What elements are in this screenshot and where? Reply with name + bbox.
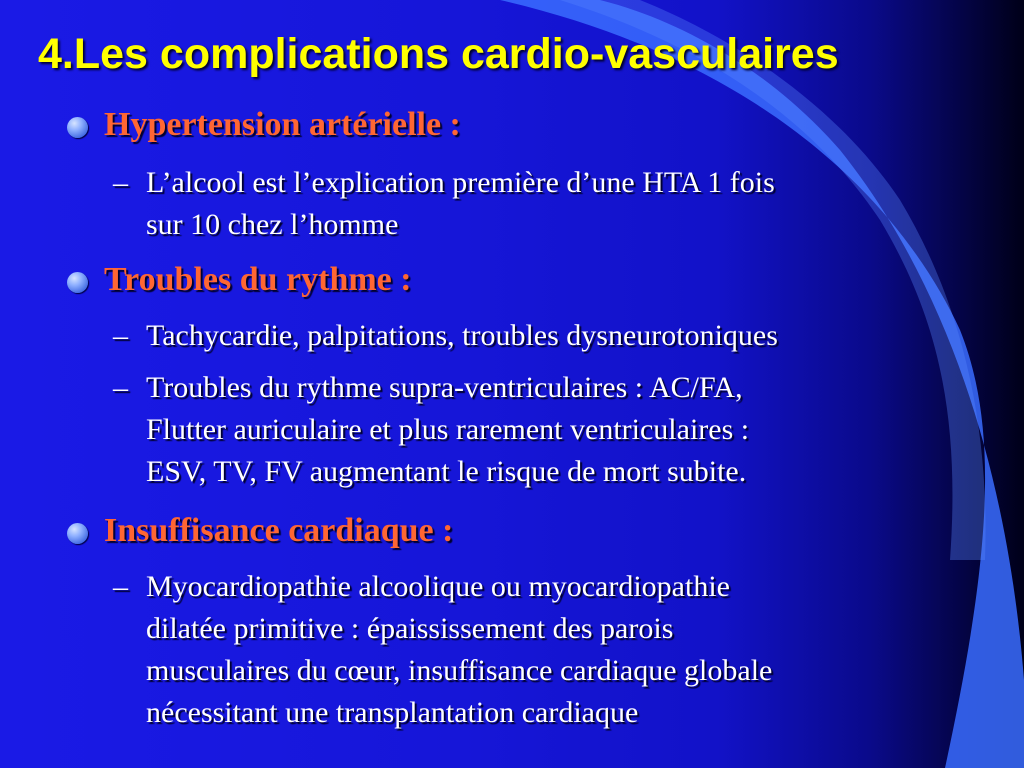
sub-bullet-item xyxy=(113,162,993,246)
item-line: L’alcool est l’explication première d’une HTA 1 fois xyxy=(146,166,775,199)
sub-bullet-item xyxy=(113,315,993,357)
section-heading-troubles-rythme xyxy=(67,260,412,300)
item-line: ESV, TV, FV augmentant le risque de mort subite. xyxy=(146,455,747,488)
section-heading-insuffisance-cardiaque xyxy=(67,511,453,551)
item-line: Myocardiopathie alcoolique ou myocardiopathie xyxy=(146,570,730,603)
item-line: nécessitant une transplantation cardiaque xyxy=(146,696,639,729)
bullet-icon xyxy=(67,272,88,293)
bullet-icon xyxy=(67,117,88,138)
dash-icon: – xyxy=(113,570,128,603)
sub-bullet-item xyxy=(113,566,993,734)
section-heading-hypertension xyxy=(67,105,461,145)
item-line: Tachycardie, palpitations, troubles dysneurotoniques xyxy=(146,319,778,352)
dash-icon: – xyxy=(113,166,128,199)
item-line: musculaires du cœur, insuffisance cardiaque globale xyxy=(146,654,773,687)
item-line: Flutter auriculaire et plus rarement ventriculaires : xyxy=(146,413,750,446)
slide-title: 4.Les complications cardio-vasculaires xyxy=(38,30,839,78)
section-heading-label: Insuffisance cardiaque : xyxy=(104,512,454,549)
bullet-icon xyxy=(67,523,88,544)
item-line: dilatée primitive : épaississement des parois xyxy=(146,612,674,645)
sub-bullet-item xyxy=(113,367,993,493)
section-heading-label: Hypertension artérielle : xyxy=(104,106,461,143)
dash-icon: – xyxy=(113,371,128,404)
section-heading-label: Troubles du rythme : xyxy=(104,261,412,298)
dash-icon: – xyxy=(113,319,128,352)
item-line: Troubles du rythme supra-ventriculaires : AC/FA, xyxy=(146,371,743,404)
item-line: sur 10 chez l’homme xyxy=(146,208,399,241)
